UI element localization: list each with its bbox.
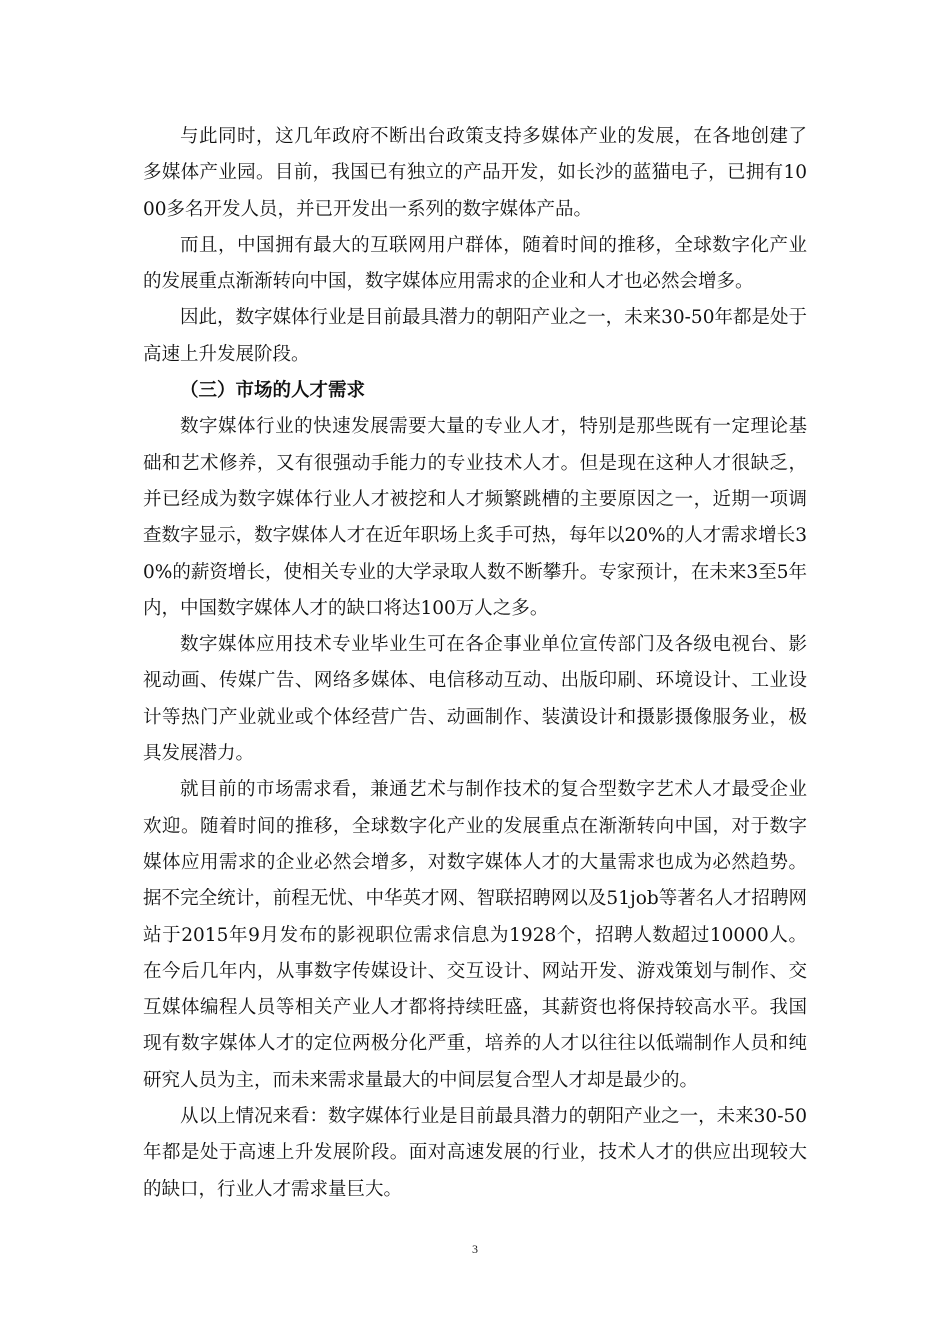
paragraph-internet-users: 而且，中国拥有最大的互联网用户群体，随着时间的推移，全球数字化产业的发展重点渐渐转向中国，数字媒体应用需求的企业和人才也必然会增多。 [143,234,807,293]
page-number: 3 [472,1242,478,1256]
paragraph-graduate-employment: 数字媒体应用技术专业毕业生可在各企事业单位宣传部门及各级电视台、影视动画、传媒广告、网络多媒体、电信移动互动、出版印刷、环境设计、工业设计等热门产业就业或个体经营广告、动画制作、装潢设计和摄影摄像服务业，极具发展潜力。 [143,634,807,765]
paragraph-talent-shortage: 数字媒体行业的快速发展需要大量的专业人才，特别是那些既有一定理论基础和艺术修养，又有很强动手能力的专业技术人才。但是现在这种人才很缺乏，并已经成为数字媒体行业人才被挖和人才频繁跳槽的主要原因之一，近期一项调查数字显示，数字媒体人才在近年职场上炙手可热，每年以20%的人才需求增长30%的薪资增长，使相关专业的大学录取人数不断攀升。专家预计，在未来3至5年内，中国数字媒体人才的缺口将达100万人之多。 [143,416,807,619]
section-heading: （三）市场的人才需求 [180,380,366,402]
paragraph-conclusion: 从以上情况来看：数字媒体行业是目前最具潜力的朝阳产业之一，未来30-50年都是处于高速上升发展阶段。面对高速发展的行业，技术人才的供应出现较大的缺口，行业人才需求量巨大。 [143,1106,807,1200]
paragraph-market-demand: 就目前的市场需求看，兼通艺术与制作技术的复合型数字艺术人才最受企业欢迎。随着时间的推移，全球数字化产业的发展重点在渐渐转向中国，对于数字媒体应用需求的企业必然会增多，对数字媒体人才的大量需求也成为必然趋势。据不完全统计，前程无忧、中华英才网、智联招聘网以及51job等著名人才招聘网站于2015年9月发布的影视职位需求信息为1928个，招聘人数超过10000人。在今后几年内，从事数字传媒设计、交互设计、网站开发、游戏策划与制作、交互媒体编程人员等相关产业人才都将持续旺盛，其薪资也将保持较高水平。我国现有数字媒体人才的定位两极分化严重，培养的人才以往往以低端制作人员和纯研究人员为主，而未来需求量最大的中间层复合型人才却是最少的。 [143,779,807,1091]
paragraph-sunrise-industry: 因此，数字媒体行业是目前最具潜力的朝阳产业之一，未来30-50年都是处于高速上升发展阶段。 [143,307,807,365]
document-body [143,119,807,1208]
paragraph-policy-support: 与此同时，这几年政府不断出台政策支持多媒体产业的发展，在各地创建了多媒体产业园。目前，我国已有独立的产品开发，如长沙的蓝猫电子，已拥有1000多名开发人员，并已开发出一系列的数字媒体产品。 [143,126,807,220]
